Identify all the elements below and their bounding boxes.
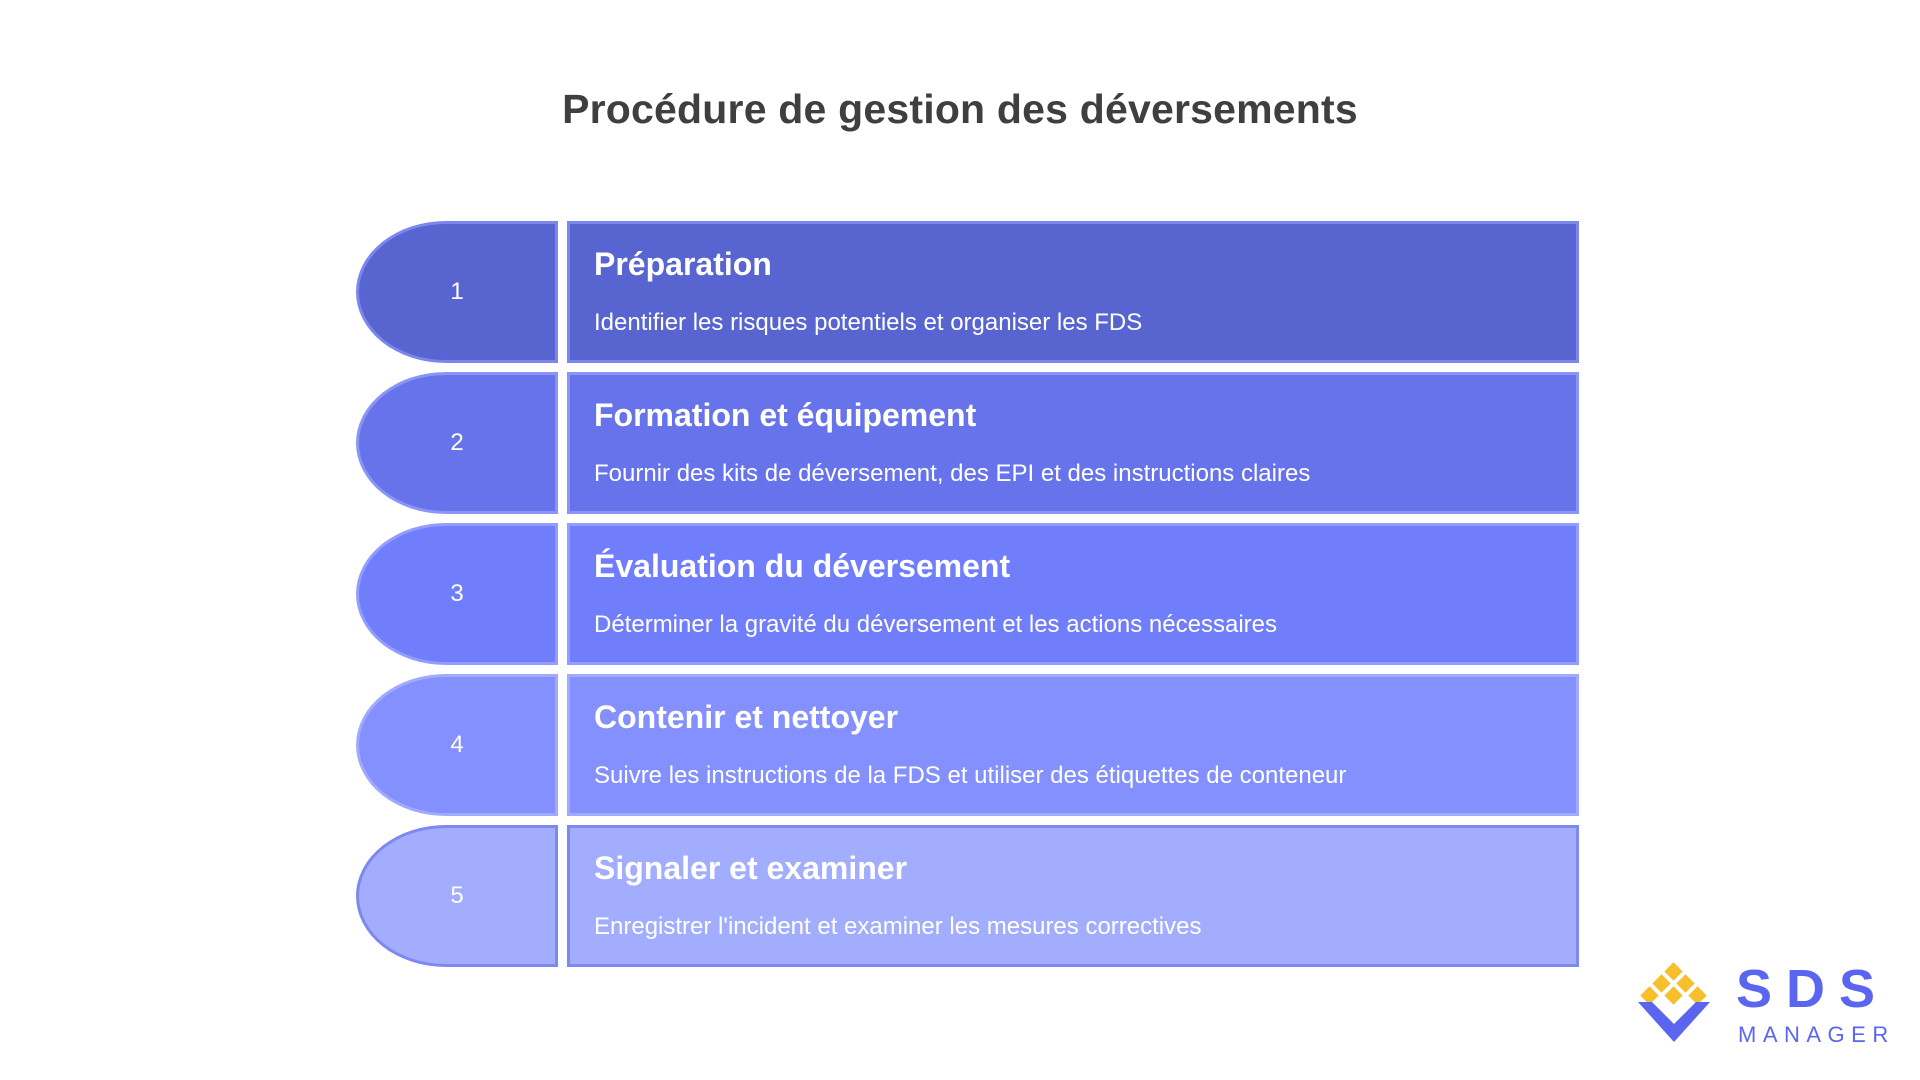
step-title: Préparation <box>594 246 772 282</box>
page-title: Procédure de gestion des déversements <box>562 86 1358 132</box>
step-2 <box>356 372 1579 514</box>
step-content-box <box>567 825 1579 967</box>
step-title: Contenir et nettoyer <box>594 699 899 735</box>
step-title: Évaluation du déversement <box>594 548 1011 584</box>
step-number-tab <box>356 825 558 967</box>
step-content-box <box>567 523 1579 665</box>
sds-manager-diamond-check-icon <box>1630 962 1718 1050</box>
step-description: Fournir des kits de déversement, des EPI et des instructions claires <box>594 460 1311 487</box>
step-description: Suivre les instructions de la FDS et utiliser des étiquettes de conteneur <box>594 762 1347 789</box>
step-number-tab <box>356 221 558 363</box>
step-1 <box>356 221 1579 363</box>
step-3 <box>356 523 1579 665</box>
step-number: 4 <box>450 731 464 758</box>
step-content-box <box>567 372 1579 514</box>
step-number: 3 <box>450 580 464 607</box>
sds-manager-logo <box>1630 959 1895 1054</box>
step-number-tab <box>356 372 558 514</box>
step-content-box <box>567 221 1579 363</box>
step-number: 2 <box>450 429 464 456</box>
step-description: Enregistrer l'incident et examiner les mesures correctives <box>594 913 1202 940</box>
step-content-box <box>567 674 1579 816</box>
step-number-tab <box>356 523 558 665</box>
step-description: Identifier les risques potentiels et organiser les FDS <box>594 309 1143 336</box>
step-description: Déterminer la gravité du déversement et les actions nécessaires <box>594 611 1277 638</box>
step-number: 1 <box>450 278 464 305</box>
step-5 <box>356 825 1579 967</box>
step-title: Formation et équipement <box>594 397 977 433</box>
step-number-tab <box>356 674 558 816</box>
step-number: 5 <box>450 882 464 909</box>
step-4 <box>356 674 1579 816</box>
logo-subtitle: MANAGER <box>1738 1022 1895 1047</box>
logo-wordmark: SDS <box>1736 959 1890 1019</box>
step-title: Signaler et examiner <box>594 850 908 886</box>
